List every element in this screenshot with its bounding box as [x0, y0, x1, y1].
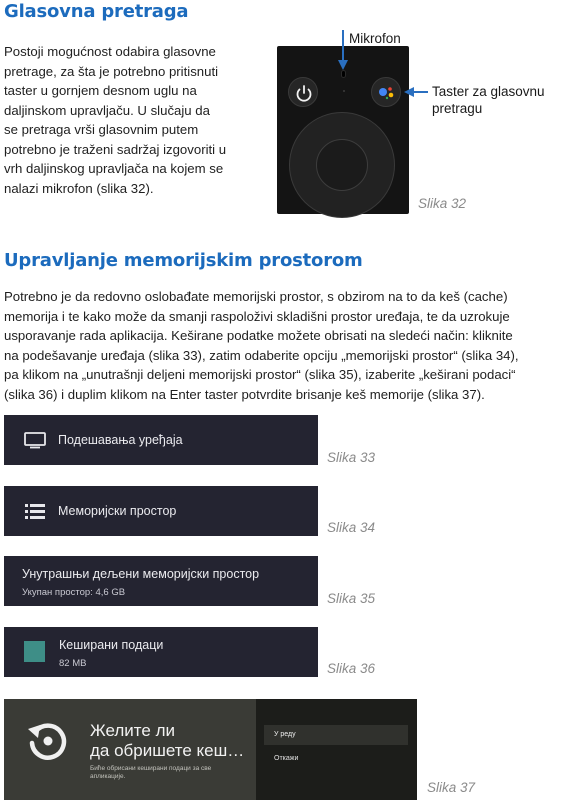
internal-storage-total: Укупан простор: 4,6 GB — [22, 587, 126, 598]
caption-slika-36: Slika 36 — [327, 661, 376, 676]
paragraph-line: nalazi mikrofon (slika 32). — [4, 180, 154, 196]
dialog-note-line2: апликације. — [90, 773, 126, 780]
paragraph-line: usporavanje rada aplikacija. Keširane podatke možete obrisati na sledeći način: kliknite — [4, 328, 513, 343]
paragraph-line: potrebno je traženi sadržaj izgovoriti u — [4, 141, 227, 157]
microphone-label: Mikrofon — [349, 31, 401, 46]
memory-paragraph — [4, 287, 560, 404]
storage-label: Меморијски простор — [58, 504, 177, 518]
tv-icon — [24, 432, 46, 449]
paragraph-line: se pretraga vrši glasovnim putem — [4, 122, 199, 137]
dialog-title-line1: Желите ли — [90, 721, 175, 740]
dialog-note-line1: Биће обрисани кеширани подаци за све — [90, 765, 212, 772]
cached-data-label: Кеширани подаци — [59, 638, 164, 652]
caption-slika-37: Slika 37 — [427, 780, 476, 795]
voice-button-label-line1: Taster za glasovnu — [432, 84, 545, 99]
ok-option[interactable] — [264, 725, 408, 745]
paragraph-line: na podešavanje uređaja (slika 33), zatim odaberite opciju „memorijski prostor“ (slika 34), — [4, 347, 519, 363]
paragraph-line: pa klikom na „unutrašnji deljeni memorijski prostor“ (slika 35), izaberite „keširani podaci“ — [4, 367, 516, 382]
paragraph-line: Postoji mogućnost odabira glasovne — [4, 44, 216, 59]
paragraph-line: taster u gornjem desnom uglu na — [4, 83, 197, 98]
cached-data-item[interactable] — [4, 627, 318, 677]
cached-data-size: 82 MB — [59, 658, 87, 669]
ok-option-label: У реду — [274, 731, 296, 738]
dialog-options-panel — [256, 699, 417, 800]
cancel-option[interactable]: Откажи — [274, 755, 299, 762]
paragraph-line: daljinskom upravljaču. U slučaju da — [4, 102, 210, 118]
storage-item[interactable] — [4, 486, 318, 536]
caption-slika-32: Slika 32 — [418, 196, 467, 211]
paragraph-line: vrh daljinskog upravljača na kojem se — [4, 161, 224, 176]
caption-slika-33: Slika 33 — [327, 450, 376, 465]
section-title-voice-search: Glasovna pretraga — [4, 1, 189, 22]
restore-icon — [18, 713, 74, 769]
device-settings-item[interactable] — [4, 415, 318, 465]
device-settings-label: Подешавања уређаја — [58, 433, 183, 447]
paragraph-line: Potrebno je da redovno oslobađate memorijski prostor, s obzirom na to da keš (cache) — [4, 289, 508, 304]
storage-icon — [25, 504, 45, 519]
paragraph-line: pretrage, za šta je potrebno pritisnuti — [4, 63, 219, 79]
paragraph-line: memorija i te kako može da smanji raspoloživi skladišni prostor uređaja, te da uzrokuje — [4, 308, 510, 324]
internal-storage-label: Унутрашњи дељени меморијски простор — [22, 567, 260, 581]
internal-storage-item[interactable] — [4, 556, 318, 606]
dialog-title-line2: да обришете кеш… — [90, 741, 245, 760]
clear-cache-dialog — [4, 699, 417, 800]
cached-data-swatch — [24, 641, 45, 662]
paragraph-line: (slika 36) i duplim klikom na Enter taster potvrdite brisanje keš memorije (slika 37). — [4, 386, 485, 402]
voice-button-label-line2: pretragu — [432, 101, 483, 116]
caption-slika-34: Slika 34 — [327, 520, 376, 535]
section-title-memory: Upravljanje memorijskim prostorom — [4, 250, 363, 271]
caption-slika-35: Slika 35 — [327, 591, 376, 606]
